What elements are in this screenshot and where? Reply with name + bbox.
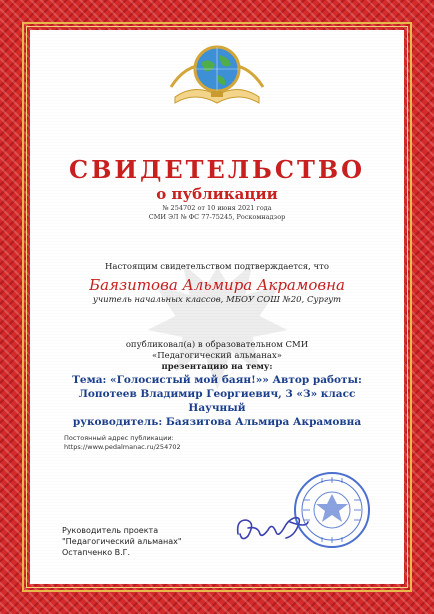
certificate-title: СВИДЕТЕЛЬСТВО: [68, 155, 366, 184]
address-url: https://www.pedalmanac.ru/254702: [64, 443, 181, 451]
recipient-name: Баязитова Альмира Акрамовна: [89, 276, 345, 294]
almanac-name: «Педагогический альманах»: [152, 351, 282, 361]
address-label: Постоянный адрес публикации:: [64, 434, 174, 442]
recipient-position: учитель начальных классов, МБОУ СОШ №20, Сургут: [92, 295, 342, 305]
published-text: опубликовал(а) в образовательном СМИ: [125, 340, 309, 350]
topic-block: [60, 373, 374, 429]
certificate-number: № 254702 от 10 июня 2021 года: [162, 204, 272, 212]
round-seal-icon: [292, 470, 372, 550]
signer-name: Остапченко В.Г.: [62, 548, 131, 557]
certificate-subtitle: о публикации: [156, 185, 278, 203]
signer-role: Руководитель проекта: [62, 526, 159, 535]
signer-org: "Педагогический альманах": [62, 537, 182, 546]
smi-registration: СМИ ЭЛ № ФС 77-75245, Роскомнадзор: [148, 213, 286, 221]
confirmation-text: Настоящим свидетельством подтверждается, что: [104, 262, 329, 272]
topic-line: руководитель: Баязитова Альмира Акрамовна: [72, 416, 362, 428]
globe-book-emblem-icon: [165, 35, 269, 117]
topic-line: Тема: «Голосистый мой баян!»» Автор работы:: [72, 374, 362, 386]
topic-line: Лопотеев Владимир Георгиевич, 3 «З» класс Научный: [78, 388, 356, 414]
presentation-label: презентацию на тему:: [161, 362, 273, 372]
